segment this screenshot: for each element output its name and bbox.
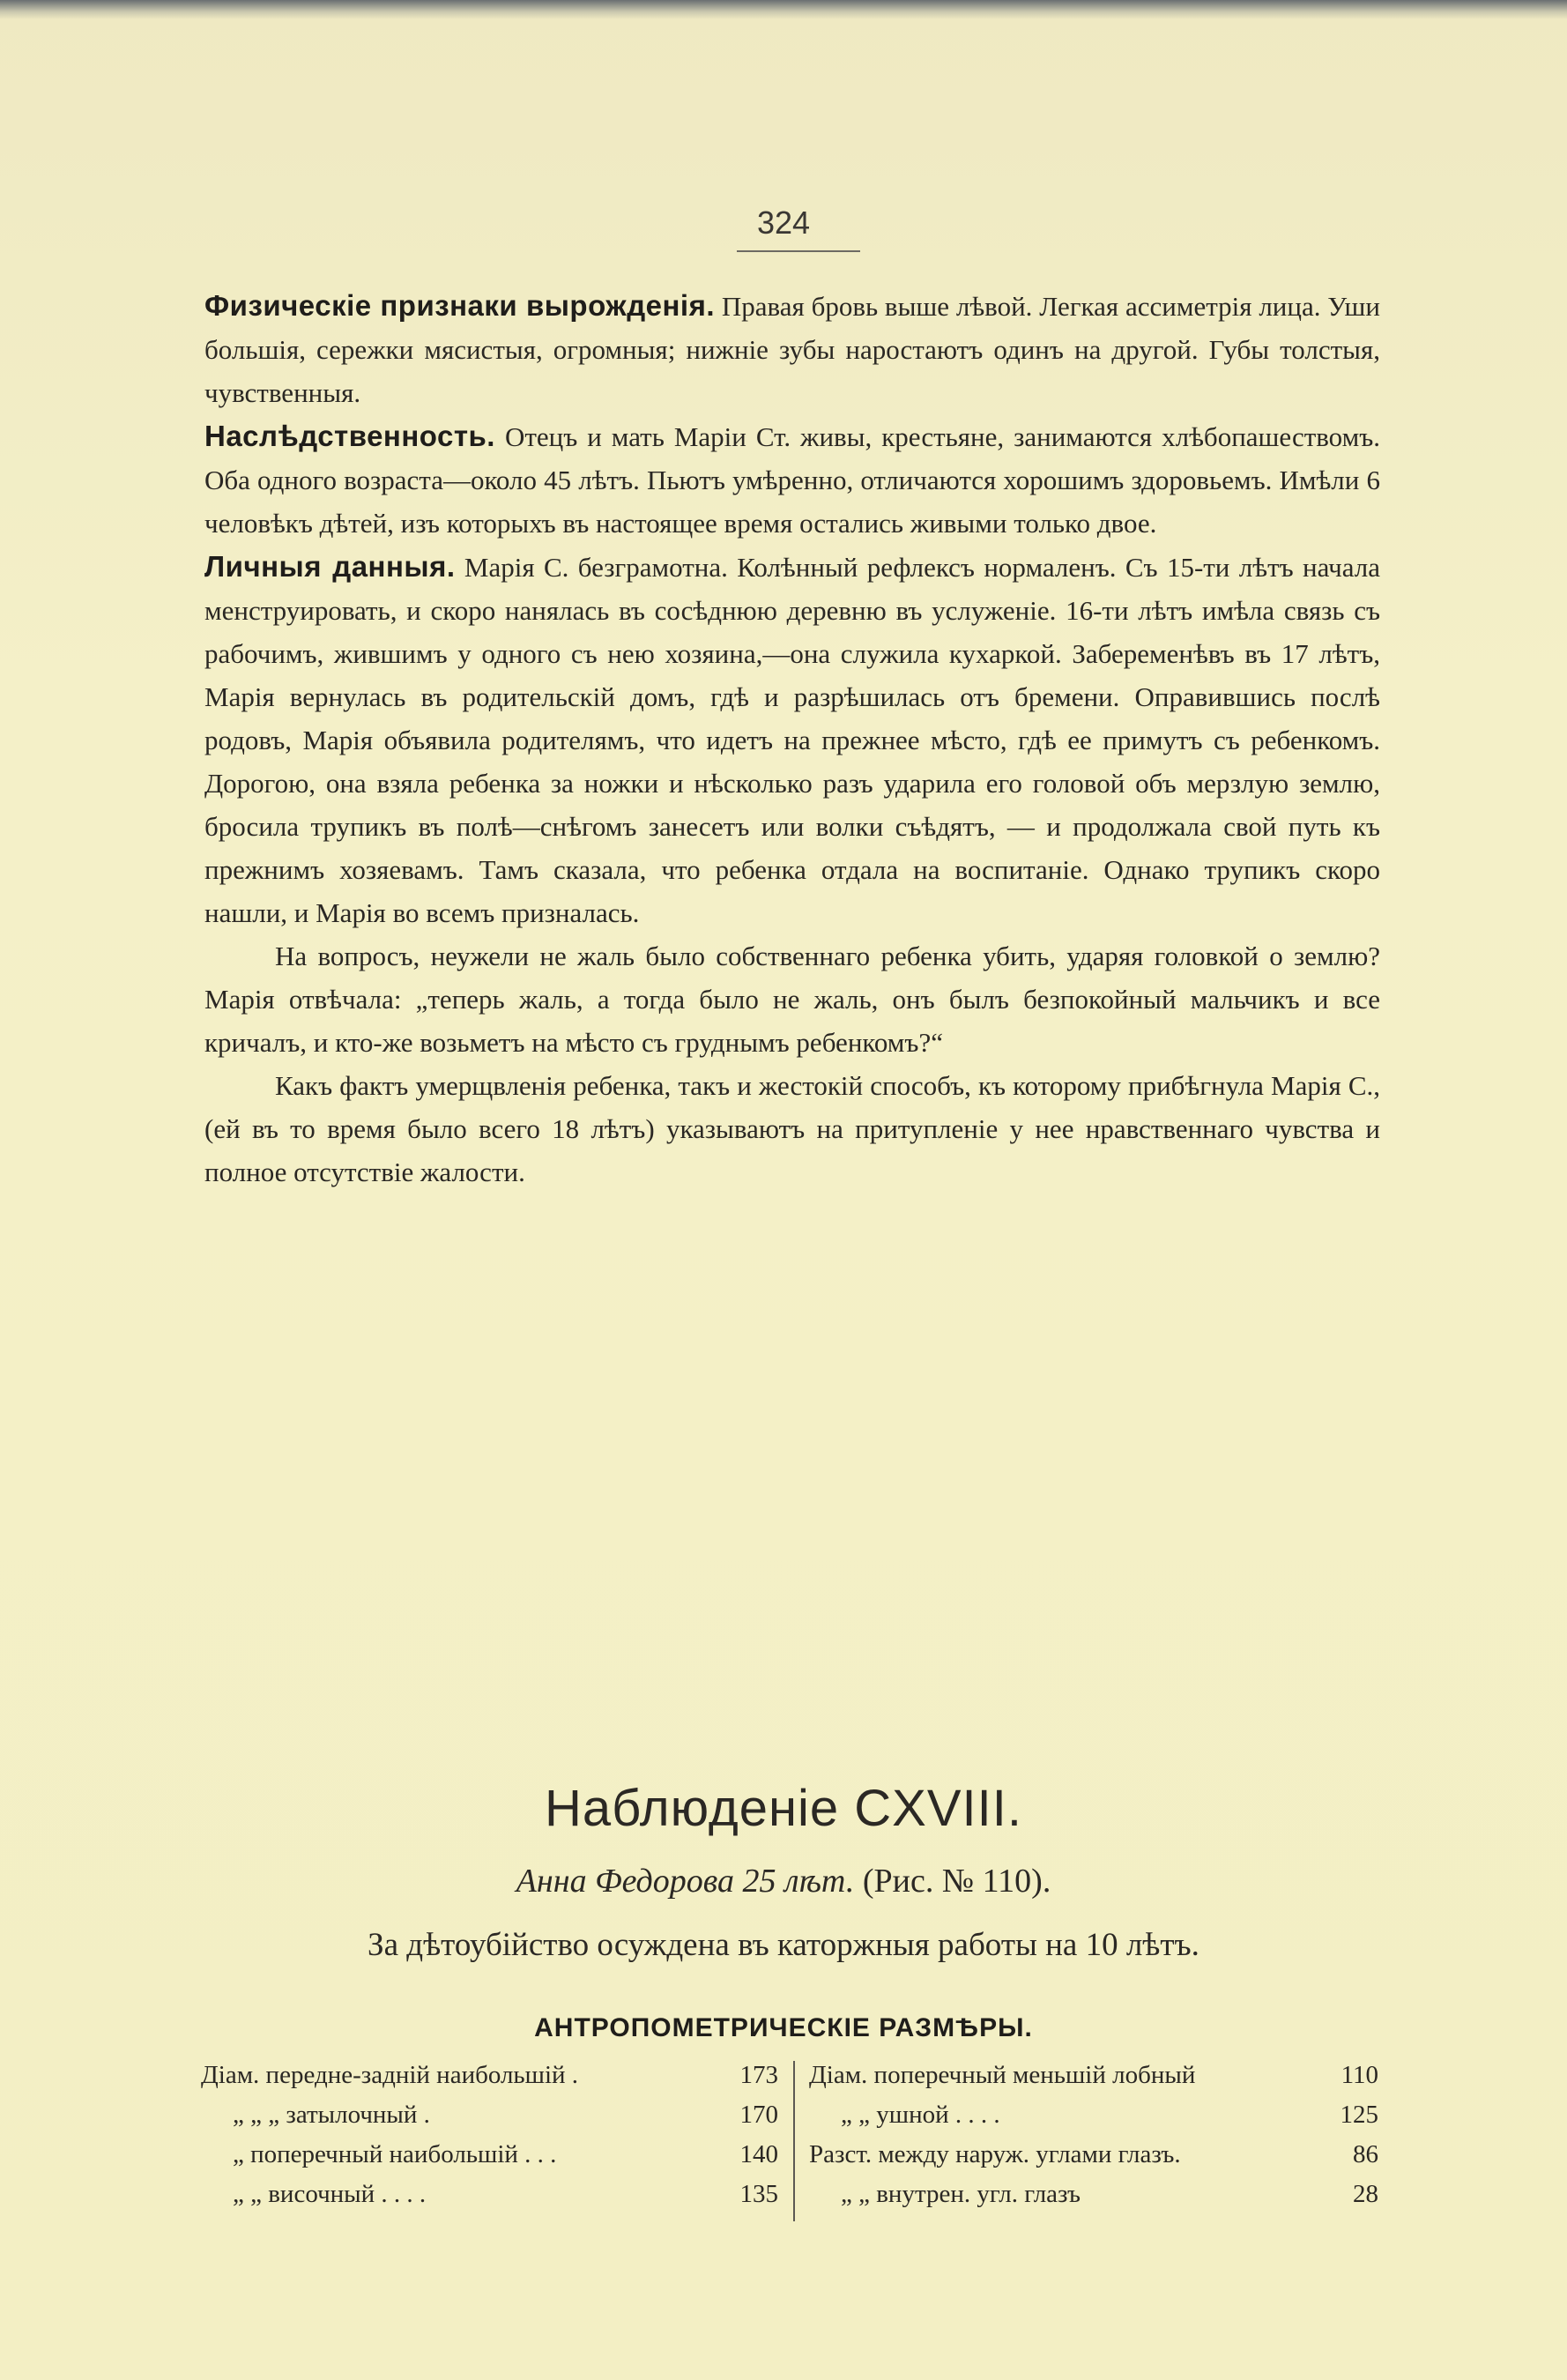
measurement-row <box>201 2056 778 2095</box>
paragraph-text: Правая бровь выше лѣвой. Легкая ассиметрія лица. Уши большія, сережки мясистыя, огромныя; нижніе зубы наростаютъ одинъ на другой. Губы толстыя, чувственныя. <box>204 291 1380 408</box>
observation-subject <box>0 1862 1567 1900</box>
sentence-line: За дѣтоубійство осуждена въ каторжныя работы на 10 лѣтъ. <box>368 1927 1199 1963</box>
measurement-row <box>201 2135 778 2175</box>
measurement-row <box>809 2056 1378 2095</box>
measurement-value: 135 <box>739 2180 778 2208</box>
anthropometry-right-column <box>809 2056 1378 2214</box>
anthropometry-left-column <box>201 2056 778 2214</box>
measurement-label: „ поперечный наибольшій . . . <box>233 2140 557 2168</box>
section-heading: Наслѣдственность. <box>204 420 495 452</box>
measurement-value: 170 <box>739 2101 778 2129</box>
measurement-value: 173 <box>739 2061 778 2089</box>
measurement-row <box>809 2095 1378 2135</box>
measurement-label: „ „ височный . . . . <box>233 2180 427 2208</box>
measurement-label: „ „ внутрен. угл. глазъ <box>841 2180 1081 2208</box>
paragraph-conclusion <box>204 1064 1380 1194</box>
anthropometry-table <box>201 2056 1378 2232</box>
page-number-rule <box>737 250 860 252</box>
measurement-value: 140 <box>739 2140 778 2168</box>
page-number: 324 <box>756 205 811 241</box>
measurement-label: Діам. поперечный меньшій лобный <box>809 2061 1196 2089</box>
scan-edge-shadow <box>0 0 1567 19</box>
measurement-label: Разст. между наруж. углами глазъ. <box>809 2140 1181 2168</box>
figure-reference: (Рис. № 110). <box>862 1863 1051 1900</box>
measurement-row <box>201 2095 778 2135</box>
paragraph-text: Какъ фактъ умерщвленія ребенка, такъ и жестокій способъ, къ которому прибѣгнула Марія С., (ей въ то время было всего 18 лѣтъ) указываютъ на притупленіе у нее нравственнаго чувства и полное отсутствіе жалости. <box>204 1070 1380 1187</box>
body-text <box>204 284 1380 1194</box>
measurement-label: „ „ „ затылочный . <box>233 2101 430 2129</box>
measurement-value: 86 <box>1353 2140 1378 2168</box>
measurement-value: 110 <box>1340 2061 1378 2089</box>
paragraph-physical-signs <box>204 284 1380 414</box>
section-heading: Физическіе признаки вырожденія. <box>204 289 716 322</box>
column-divider <box>793 2061 795 2221</box>
measurement-label: Діам. передне-задній наибольшій . <box>201 2061 579 2089</box>
paragraph-text: Отецъ и мать Маріи Ст. живы, крестьяне, занимаются хлѣбопашествомъ. Оба одного возраста—около 45 лѣтъ. Пьютъ умѣренно, отличаются хорошимъ здоровьемъ. Имѣли 6 человѣкъ дѣтей, изъ которыхъ въ настоящее время остались живыми только двое. <box>204 421 1380 539</box>
paragraph-question <box>204 934 1380 1064</box>
paragraph-text: Марія С. безграмотна. Колѣнный рефлексъ нормаленъ. Съ 15-ти лѣтъ начала менструировать, и скоро нанялась въ сосѣднюю деревню въ услуженіе. 16-ти лѣтъ имѣла связь съ рабочимъ, жившимъ у одного съ нею хозяина,—она служила кухаркой. Забеременѣвъ въ 17 лѣтъ, Марія вернулась въ родительскій домъ, гдѣ и разрѣшилась отъ бремени. Оправившись послѣ родовъ, Марія объявила родителямъ, что идетъ на прежнее мѣсто, гдѣ ее примутъ съ ребенкомъ. Дорогою, она взяла ребенка за ножки и нѣсколько разъ ударила его головой объ мерзлую землю, бросила трупикъ въ полѣ—снѣгомъ занесетъ или волки съѣдятъ, — и продолжала свой путь къ прежнимъ хозяевамъ. Тамъ сказала, что ребенка отдала на воспитаніе. Однако трупикъ скоро нашли, и Марія во всемъ призналась. <box>204 552 1380 928</box>
anthropometry-heading: АНТРОПОМЕТРИЧЕСКІЕ РАЗМѢРЫ. <box>534 2013 1033 2042</box>
paragraph-personal-data <box>204 545 1380 934</box>
observation-title: Наблюденіе CXVIII. <box>545 1780 1022 1837</box>
measurement-row <box>201 2175 778 2214</box>
measurement-value: 125 <box>1340 2101 1378 2129</box>
paragraph-heredity <box>204 414 1380 545</box>
measurement-value: 28 <box>1353 2180 1378 2208</box>
paragraph-text: На вопросъ, неужели не жаль было собственнаго ребенка убить, ударяя головкой о землю? Марія отвѣчала: „теперь жаль, а тогда было не жаль, онъ былъ безпокойный мальчикъ и все кричалъ, и кто-же возьметъ на мѣсто съ груднымъ ребенкомъ?“ <box>204 941 1380 1058</box>
subject-name: Анна Федорова 25 лѣт. <box>516 1863 855 1900</box>
measurement-label: „ „ ушной . . . . <box>841 2101 1000 2129</box>
section-heading: Личныя данныя. <box>204 550 456 583</box>
measurement-row <box>809 2175 1378 2214</box>
measurement-row <box>809 2135 1378 2175</box>
